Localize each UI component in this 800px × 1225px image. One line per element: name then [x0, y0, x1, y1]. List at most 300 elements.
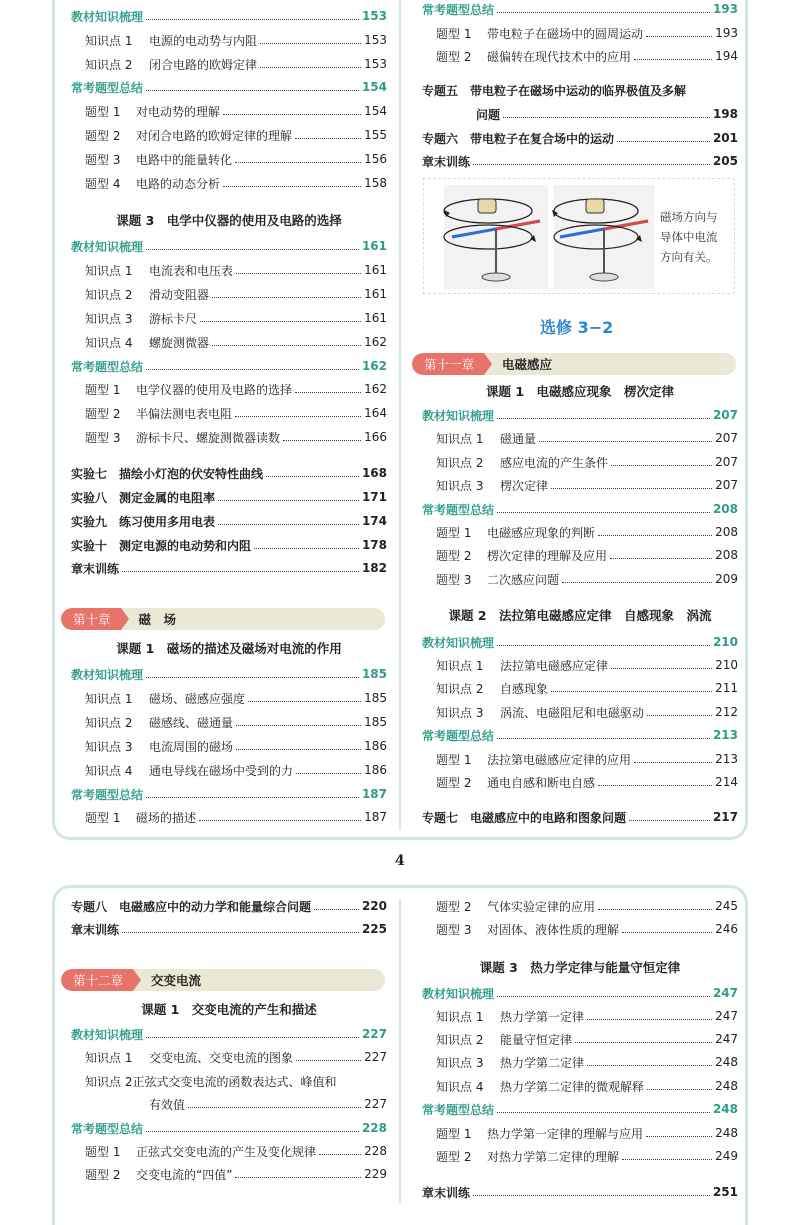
toc-entry-key: 题型 1: [436, 1126, 472, 1141]
page-ref: 168: [361, 466, 387, 480]
page-ref: 162: [364, 335, 387, 349]
leader-dots: [266, 467, 359, 477]
toc-entry-label: [436, 454, 608, 471]
toc-entry-label: [85, 690, 245, 707]
page-ref: 247: [712, 986, 738, 1000]
toc-entry-key: 题型 1: [436, 26, 472, 41]
page-ref: 155: [364, 128, 387, 142]
toc-entry[interactable]: [85, 807, 387, 827]
toc-entry-label: 章末训练: [422, 154, 471, 169]
page-ref: 201: [712, 131, 738, 145]
leader-dots: [235, 153, 361, 163]
toc-entry-key: 知识点 3: [436, 705, 484, 720]
toc-entry[interactable]: [85, 427, 387, 447]
toc-entry-text: 磁偏转在现代技术中的应用: [487, 49, 632, 64]
toc-entry[interactable]: [149, 1094, 387, 1114]
toc-entry[interactable]: [422, 632, 738, 652]
toc-entry[interactable]: [436, 569, 738, 589]
toc-entry-first-line[interactable]: [85, 1071, 387, 1091]
page-ref: 207: [715, 478, 738, 492]
toc-entry[interactable]: [422, 405, 738, 425]
figure-box: [423, 178, 735, 294]
chapter-banner: [61, 969, 385, 991]
toc-entry-label: 常考题型总结: [422, 502, 495, 517]
toc-entry[interactable]: [85, 54, 387, 74]
page-ref: 194: [715, 49, 738, 63]
toc-entry-label: [436, 48, 631, 65]
toc-entry[interactable]: [436, 23, 738, 43]
toc-entry-text: 磁通量: [500, 431, 537, 446]
toc-entry-key: 知识点 4: [85, 335, 133, 350]
toc-entry[interactable]: [422, 0, 738, 19]
toc-entry[interactable]: [436, 1146, 738, 1166]
toc-entry-label: [85, 127, 292, 144]
toc-entry[interactable]: [71, 784, 387, 804]
toc-entry[interactable]: [85, 125, 387, 145]
toc-entry-label: 常考题型总结: [422, 1102, 495, 1117]
toc-entry[interactable]: [436, 1029, 738, 1049]
toc-entry-label: 教材知识梳理: [71, 667, 144, 682]
toc-entry[interactable]: [85, 149, 387, 169]
page-ref: 248: [712, 1102, 738, 1116]
toc-entry-label: 常考题型总结: [71, 80, 144, 95]
toc-entry[interactable]: [71, 77, 387, 97]
toc-entry-text: 正弦式交变电流的函数表达式、峰值和: [132, 1074, 337, 1089]
toc-entry-key: 知识点 2: [436, 455, 484, 470]
leader-dots: [146, 668, 359, 678]
toc-entry[interactable]: [71, 487, 387, 507]
toc-entry-label: [85, 809, 196, 826]
leader-dots: [146, 240, 359, 250]
toc-entry-key: 题型 3: [436, 572, 472, 587]
leader-dots: [223, 105, 361, 115]
leader-dots: [296, 1051, 361, 1061]
toc-entry[interactable]: [436, 1052, 738, 1072]
toc-entry-label: 实验十 测定电源的电动势和内阻: [71, 538, 252, 553]
leader-dots: [295, 129, 361, 139]
toc-entry[interactable]: [85, 736, 387, 756]
leader-dots: [283, 431, 361, 441]
leader-dots: [587, 1056, 712, 1066]
toc-entry[interactable]: [436, 749, 738, 769]
leader-dots: [223, 177, 361, 187]
toc-entry[interactable]: [422, 1099, 738, 1119]
toc-entry[interactable]: [85, 173, 387, 193]
chapter-number: 第十一章: [412, 353, 484, 375]
toc-entry[interactable]: [85, 308, 387, 328]
page-ref: 205: [712, 154, 738, 168]
toc-entry-text: 热力学第二定律: [500, 1055, 585, 1070]
toc-entry-label: 常考题型总结: [71, 1121, 144, 1136]
toc-entry-key: 题型 4: [85, 176, 121, 191]
toc-entry[interactable]: [71, 558, 387, 578]
toc-entry[interactable]: [436, 678, 738, 698]
leader-dots: [212, 336, 361, 346]
leader-dots: [319, 1145, 361, 1155]
toc-entry-label: 常考题型总结: [71, 359, 144, 374]
toc-entry-text: 二次感应问题: [487, 572, 560, 587]
bottom-column-divider: [399, 900, 401, 1203]
toc-entry-key: 题型 2: [436, 548, 472, 563]
page-ref: 193: [712, 2, 738, 16]
toc-entry-label: [436, 571, 559, 588]
page-ref: 248: [715, 1126, 738, 1140]
toc-entry-label: 常考题型总结: [422, 728, 495, 743]
toc-entry-text: 电流表和电压表: [149, 263, 234, 278]
leader-dots: [497, 3, 710, 13]
leader-dots: [598, 900, 712, 910]
toc-entry-label: [85, 1049, 293, 1066]
toc-entry[interactable]: [85, 101, 387, 121]
page-ref: 171: [361, 490, 387, 504]
toc-entry-label: [436, 477, 548, 494]
page-ref: 249: [715, 1149, 738, 1163]
page-ref: 229: [364, 1167, 387, 1181]
toc-entry[interactable]: [85, 1164, 387, 1184]
toc-entry[interactable]: [436, 475, 738, 495]
toc-entry-text: 游标卡尺、螺旋测微器读数: [136, 430, 281, 445]
toc-entry-text: 电路的动态分析: [136, 176, 221, 191]
toc-entry-label: 专题五 带电粒子在磁场中运动的临界极值及多解: [422, 83, 687, 98]
toc-entry-key: 知识点 1: [436, 1009, 484, 1024]
toc-entry-label: 章末训练: [422, 1185, 471, 1200]
toc-entry-label: [436, 921, 619, 938]
toc-entry[interactable]: [71, 463, 387, 483]
leader-dots: [634, 50, 712, 60]
page-ref: 164: [364, 406, 387, 420]
figure-caption-line: 导体中电流: [660, 230, 718, 244]
page-ref: 207: [712, 408, 738, 422]
toc-entry-key: 知识点 2: [85, 287, 133, 302]
toc-entry[interactable]: [71, 236, 387, 256]
toc-entry-label: 专题六 带电粒子在复合场中的运动: [422, 131, 615, 146]
leader-dots: [146, 81, 359, 91]
toc-entry-label: [85, 286, 209, 303]
toc-entry-label: [436, 1148, 619, 1165]
toc-entry-text: 对热力学第二定律的理解: [487, 1149, 620, 1164]
page-ref: 248: [715, 1055, 738, 1069]
toc-entry-label: 实验八 测定金属的电阻率: [71, 490, 216, 505]
toc-entry[interactable]: [422, 1182, 738, 1202]
top-column-divider: [399, 0, 401, 830]
toc-entry-text: 楞次定律: [500, 478, 549, 493]
leader-dots: [611, 456, 712, 466]
leader-dots: [598, 776, 712, 786]
toc-entry[interactable]: [71, 511, 387, 531]
toc-entry-text: 对闭合电路的欧姆定律的理解: [136, 128, 293, 143]
page-ref: 213: [712, 728, 738, 742]
toc-entry-label: [85, 1073, 336, 1090]
toc-entry-text: 半偏法测电表电阻: [136, 406, 233, 421]
toc-entry[interactable]: [85, 284, 387, 304]
page-ref: 153: [361, 9, 387, 23]
page-ref: 209: [715, 572, 738, 586]
page-ref: 162: [361, 359, 387, 373]
toc-entry[interactable]: [85, 379, 387, 399]
leader-dots: [314, 900, 359, 910]
toc-entry-label: 常考题型总结: [71, 787, 144, 802]
toc-entry-key: 题型 1: [436, 752, 472, 767]
toc-entry-text: 正弦式交变电流的产生及变化规律: [136, 1144, 317, 1159]
page-ref: 208: [715, 548, 738, 562]
toc-entry-key: 知识点 3: [436, 478, 484, 493]
figure-caption: [660, 207, 718, 267]
lesson-heading: 课题 1 交变电流的产生和描述: [141, 1002, 317, 1017]
toc-entry[interactable]: [422, 725, 738, 745]
page-ref: 227: [364, 1050, 387, 1064]
page-ref: 174: [361, 514, 387, 528]
page-ref: 213: [715, 752, 738, 766]
toc-entry-key: 知识点 3: [436, 1055, 484, 1070]
leader-dots: [622, 923, 712, 933]
page-ref: 185: [364, 715, 387, 729]
toc-entry-text: 电磁感应现象的判断: [487, 525, 596, 540]
page-number: 4: [395, 853, 405, 869]
toc-entry[interactable]: [422, 151, 738, 171]
toc-entry-text: 热力学第一定律: [500, 1009, 585, 1024]
leader-dots: [188, 1098, 361, 1108]
leader-dots: [646, 1127, 712, 1137]
leader-dots: [598, 526, 712, 536]
toc-entry[interactable]: [85, 260, 387, 280]
toc-entry-key: 题型 1: [85, 810, 121, 825]
toc-entry[interactable]: [85, 30, 387, 50]
toc-entry-text: 电学仪器的使用及电路的选择: [136, 382, 293, 397]
leader-dots: [497, 409, 710, 419]
leader-dots: [248, 692, 361, 702]
page-ref: 214: [715, 775, 738, 789]
toc-entry-key: 题型 2: [436, 775, 472, 790]
page-ref: 210: [712, 635, 738, 649]
toc-entry-label: [436, 774, 595, 791]
toc-entry[interactable]: [71, 1024, 387, 1044]
toc-entry[interactable]: [436, 919, 738, 939]
toc-entry-label: [85, 714, 233, 731]
magnetic-field-figure: [430, 181, 655, 293]
toc-entry-key: 知识点 1: [85, 1050, 133, 1065]
page-ref: 198: [712, 107, 738, 121]
leader-dots: [473, 155, 710, 165]
toc-entry-key: 题型 1: [85, 382, 121, 397]
toc-entry[interactable]: [85, 760, 387, 780]
toc-entry-label: [85, 151, 232, 168]
toc-entry-key: 题型 3: [436, 922, 472, 937]
page-ref: 207: [715, 431, 738, 445]
page-ref: 154: [361, 80, 387, 94]
toc-entry[interactable]: [422, 983, 738, 1003]
leader-dots: [587, 1010, 712, 1020]
toc-entry-text: 电源的电动势与内阻: [149, 33, 258, 48]
toc-entry-label: 实验七 描绘小灯泡的伏安特性曲线: [71, 466, 264, 481]
page-ref: 162: [364, 382, 387, 396]
page-ref: 153: [364, 57, 387, 71]
toc-entry-key: 题型 2: [436, 49, 472, 64]
toc-entry[interactable]: [71, 6, 387, 26]
section-title-xuanxiu: 选修 3−2: [540, 318, 614, 337]
page-ref: 154: [364, 104, 387, 118]
chapter-title: 电磁感应: [502, 357, 553, 372]
toc-entry-key: 知识点 2: [85, 57, 133, 72]
toc-entry-key: 知识点 2: [436, 1032, 484, 1047]
toc-entry[interactable]: [85, 688, 387, 708]
toc-entry-label: [436, 657, 608, 674]
toc-entry-label: 教材知识梳理: [422, 635, 495, 650]
toc-entry[interactable]: [85, 712, 387, 732]
toc-entry-key: 题型 1: [436, 525, 472, 540]
toc-entry[interactable]: [436, 452, 738, 472]
leader-dots: [146, 1122, 359, 1132]
toc-entry-key: 知识点 1: [85, 33, 133, 48]
page-ref: 208: [715, 525, 738, 539]
toc-entry-key: 知识点 2: [85, 1074, 133, 1089]
toc-entry-text: 对固体、液体性质的理解: [487, 922, 620, 937]
toc-entry-first-line[interactable]: [422, 80, 738, 100]
toc-entry-label: [436, 1008, 584, 1025]
page-ref: 247: [715, 1009, 738, 1023]
page-ref: 220: [361, 899, 387, 913]
toc-entry-label: [436, 430, 536, 447]
toc-entry[interactable]: [85, 403, 387, 423]
toc-entry-label: [436, 751, 631, 768]
leader-dots: [473, 1186, 710, 1196]
leader-dots: [236, 264, 361, 274]
toc-entry-text: 法拉第电磁感应定律: [500, 658, 609, 673]
page-ref: 187: [364, 810, 387, 824]
figure-right-apparatus: [552, 185, 654, 289]
toc-entry[interactable]: [71, 896, 387, 916]
page-ref: 251: [712, 1185, 738, 1199]
page-ref: 161: [364, 311, 387, 325]
toc-entry-key: 题型 1: [85, 104, 121, 119]
toc-entry[interactable]: [71, 356, 387, 376]
toc-entry-key: 题型 2: [85, 128, 121, 143]
page-ref: 217: [712, 810, 738, 824]
toc-entry-text: 磁场、磁感应强度: [149, 691, 246, 706]
page-ref: 212: [715, 705, 738, 719]
leader-dots: [122, 562, 359, 572]
toc-entry[interactable]: [71, 535, 387, 555]
page-ref: 227: [364, 1097, 387, 1111]
toc-entry-text: 对电动势的理解: [136, 104, 221, 119]
leader-dots: [200, 312, 361, 322]
page-ref: 225: [361, 922, 387, 936]
page-ref: 166: [364, 430, 387, 444]
page-ref: 211: [715, 681, 738, 695]
figure-caption-line: 磁场方向与: [660, 210, 718, 224]
toc-entry-label: [85, 429, 280, 446]
leader-dots: [497, 1103, 710, 1113]
leader-dots: [146, 1028, 359, 1038]
toc-entry-label: [85, 262, 233, 279]
toc-entry[interactable]: [436, 772, 738, 792]
toc-entry-key: 知识点 3: [85, 739, 133, 754]
toc-entry[interactable]: [436, 1123, 738, 1143]
toc-entry-text: 法拉第电磁感应定律的应用: [487, 752, 632, 767]
toc-entry-label: 教材知识梳理: [71, 239, 144, 254]
chapter-title: 磁 场: [138, 612, 177, 627]
toc-entry[interactable]: [85, 1047, 387, 1067]
page-ref: 207: [715, 455, 738, 469]
leader-dots: [551, 479, 712, 489]
toc-entry[interactable]: [85, 1141, 387, 1161]
leader-dots: [562, 573, 712, 583]
toc-entry[interactable]: [436, 896, 738, 916]
leader-dots: [236, 740, 361, 750]
toc-entry[interactable]: [436, 702, 738, 722]
leader-dots: [611, 659, 712, 669]
leader-dots: [212, 288, 361, 298]
toc-entry-label: [85, 381, 292, 398]
page-ref: 227: [361, 1027, 387, 1041]
toc-entry-label: [436, 1125, 643, 1142]
toc-entry-continuation: 有效值: [149, 1097, 186, 1112]
toc-entry[interactable]: [71, 1118, 387, 1138]
leader-dots: [497, 729, 710, 739]
leader-dots: [551, 682, 712, 692]
lesson-heading: 课题 3 热力学定律与能量守恒定律: [479, 960, 681, 975]
leader-dots: [497, 636, 710, 646]
leader-dots: [260, 58, 361, 68]
toc-entry-text: 滑动变阻器: [149, 287, 210, 302]
toc-entry[interactable]: [436, 1076, 738, 1096]
leader-dots: [503, 108, 710, 118]
toc-entry-label: [85, 56, 257, 73]
page-ref: 187: [361, 787, 387, 801]
page-ref: 208: [712, 502, 738, 516]
toc-entry-label: [85, 405, 232, 422]
toc-entry[interactable]: [85, 332, 387, 352]
toc-entry[interactable]: [436, 545, 738, 565]
toc-entry-text: 螺旋测微器: [149, 335, 210, 350]
leader-dots: [218, 491, 359, 501]
toc-entry[interactable]: [436, 46, 738, 66]
leader-dots: [497, 503, 710, 513]
leader-dots: [235, 1168, 361, 1178]
toc-entry[interactable]: [476, 104, 738, 124]
toc-entry[interactable]: [436, 1006, 738, 1026]
toc-entry-label: [436, 524, 595, 541]
leader-dots: [295, 383, 361, 393]
toc-entry-label: [85, 103, 220, 120]
toc-entry-label: [436, 547, 607, 564]
toc-entry-label: 教材知识梳理: [71, 9, 144, 24]
toc-entry[interactable]: [436, 655, 738, 675]
toc-entry[interactable]: [436, 428, 738, 448]
page-ref: 248: [715, 1079, 738, 1093]
lesson-heading: 课题 1 磁场的描述及磁场对电流的作用: [116, 641, 342, 656]
toc-entry[interactable]: [422, 499, 738, 519]
leader-dots: [235, 407, 361, 417]
toc-entry-key: 知识点 4: [85, 763, 133, 778]
toc-entry-label: [85, 1166, 232, 1183]
leader-dots: [647, 1080, 712, 1090]
chapter-banner: [61, 608, 385, 630]
toc-entry-text: 热力学第二定律的微观解释: [500, 1079, 645, 1094]
lesson-heading: 课题 2 法拉第电磁感应定律 自感现象 涡流: [448, 608, 712, 623]
toc-entry-label: 章末训练: [71, 561, 120, 576]
toc-entry[interactable]: [436, 522, 738, 542]
toc-entry-text: 通电自感和断电自感: [487, 775, 596, 790]
toc-entry[interactable]: [422, 807, 738, 827]
toc-entry-label: [436, 680, 548, 697]
toc-entry[interactable]: [422, 128, 738, 148]
toc-entry-key: 知识点 1: [85, 263, 133, 278]
toc-entry[interactable]: [71, 919, 387, 939]
toc-entry[interactable]: [71, 664, 387, 684]
toc-entry-text: 感应电流的产生条件: [500, 455, 609, 470]
toc-entry-label: [436, 1031, 572, 1048]
leader-dots: [199, 811, 361, 821]
